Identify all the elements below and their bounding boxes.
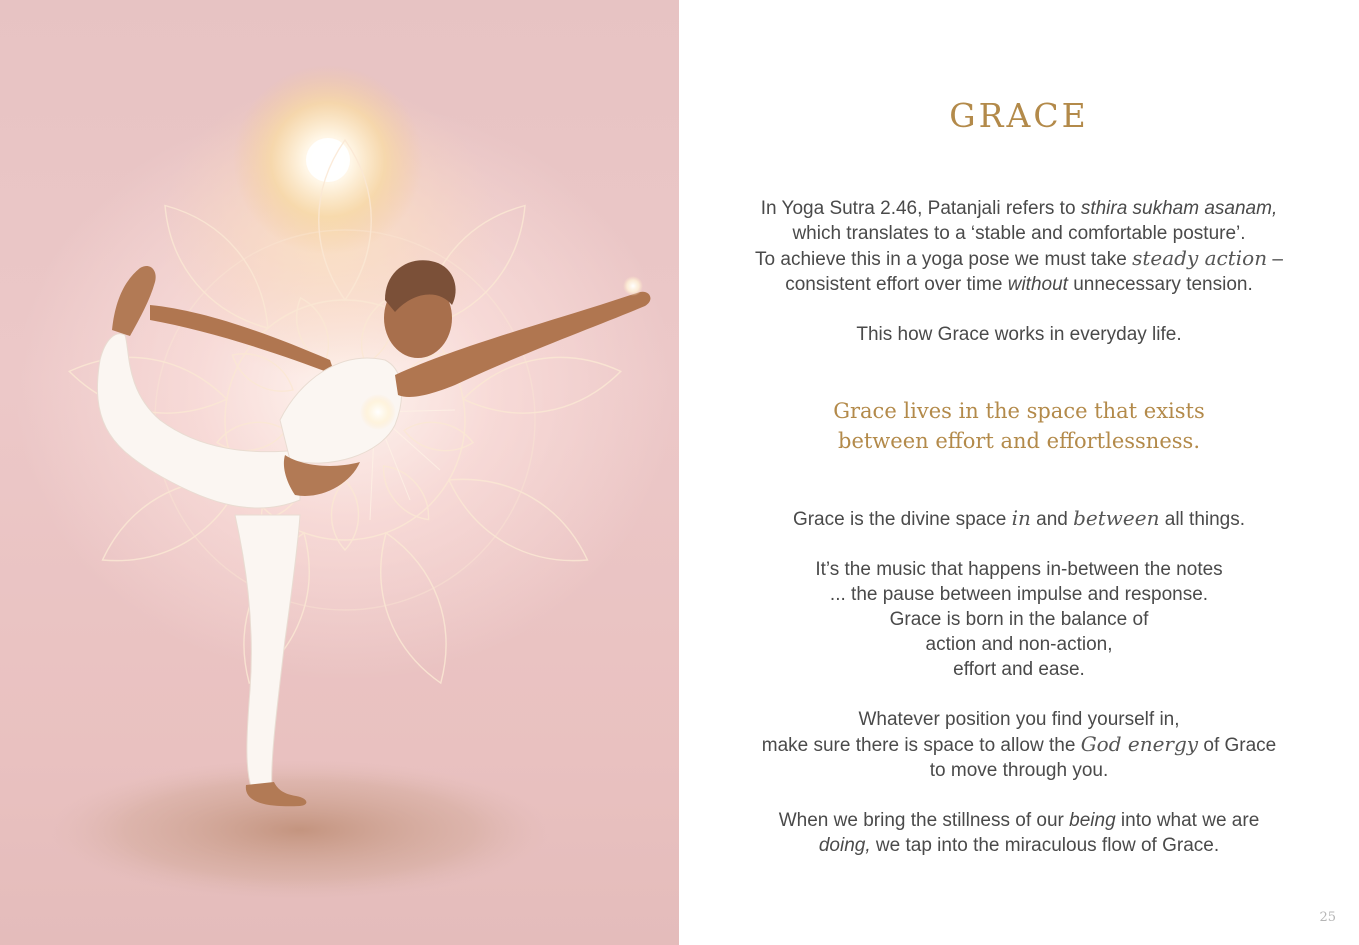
body-p1-script-in: in xyxy=(1011,506,1031,530)
body-p2-line-1: It’s the music that happens in-between the notes xyxy=(815,559,1223,580)
page-number: 25 xyxy=(1319,910,1336,925)
intro-line-4 xyxy=(719,272,1319,297)
intro-line-1 xyxy=(719,196,1319,221)
body-p4-line-1 xyxy=(719,808,1319,833)
intro-line-3 xyxy=(719,246,1319,272)
intro-line-4-end: unnecessary tension. xyxy=(1067,274,1253,295)
body-p3-line-2-text: make sure there is space to allow the xyxy=(761,735,1081,756)
body-p4-emphasis-being: being xyxy=(1069,810,1116,831)
body-p1-text: Grace is the divine space xyxy=(792,509,1012,530)
ground-shadow xyxy=(50,760,550,900)
body-p4-emphasis-doing: doing, xyxy=(818,835,871,856)
body-p2-line-3: Grace is born in the balance of xyxy=(889,609,1149,630)
body-p4-line-1-end: into what we are xyxy=(1115,810,1260,831)
body-p4-line-2 xyxy=(719,833,1319,858)
quote-line-2: between effort and effortlessness. xyxy=(838,429,1200,453)
body-p1 xyxy=(719,506,1319,532)
quote-line-1: Grace lives in the space that exists xyxy=(833,399,1205,423)
body-p4-line-1-text: When we bring the stillness of our xyxy=(778,810,1070,831)
intro-line-1-emphasis: sthira sukham asanam, xyxy=(1080,198,1278,219)
body-p3-line-2-end: of Grace xyxy=(1198,735,1277,756)
intro-line-2: which translates to a ‘stable and comfortable posture’. xyxy=(792,223,1246,244)
body-p1-script-between: between xyxy=(1073,506,1160,530)
heart-light-icon xyxy=(360,394,396,430)
intro-line-3-text: To achieve this in a yoga pose we must take xyxy=(755,249,1133,270)
intro-line-4-text: consistent effort over time xyxy=(785,274,1008,295)
intro-line-5: This how Grace works in everyday life. xyxy=(856,324,1182,345)
illustration-panel xyxy=(0,0,679,945)
light-orb-icon xyxy=(623,276,643,296)
body-p2-line-4: action and non-action, xyxy=(925,634,1113,655)
intro-line-4-emphasis: without xyxy=(1007,274,1068,295)
body-p3-line-3: to move through you. xyxy=(929,760,1109,781)
body-p1-end: all things. xyxy=(1159,509,1246,530)
intro-paragraph xyxy=(719,196,1319,347)
body-paragraphs xyxy=(719,506,1319,858)
intro-line-1-text: In Yoga Sutra 2.46, Patanjali refers to xyxy=(760,198,1081,219)
body-p4-line-2-text: we tap into the miraculous flow of Grace. xyxy=(870,835,1220,856)
body-p2-line-5: effort and ease. xyxy=(953,659,1085,680)
intro-line-3-dash: – xyxy=(1267,249,1283,270)
intro-line-3-script: steady action xyxy=(1132,246,1268,270)
yoga-dancer-pose-illustration xyxy=(0,0,679,945)
page-title: GRACE xyxy=(949,96,1089,135)
text-page xyxy=(679,0,1359,945)
pull-quote xyxy=(719,396,1319,456)
body-p3-script-god-energy: God energy xyxy=(1080,732,1199,756)
body-p1-and: and xyxy=(1030,509,1074,530)
body-p2-line-2: ... the pause between impulse and response. xyxy=(829,584,1209,605)
body-p3-line-2 xyxy=(719,732,1319,758)
body-p3-line-1: Whatever position you find yourself in, xyxy=(858,709,1180,730)
